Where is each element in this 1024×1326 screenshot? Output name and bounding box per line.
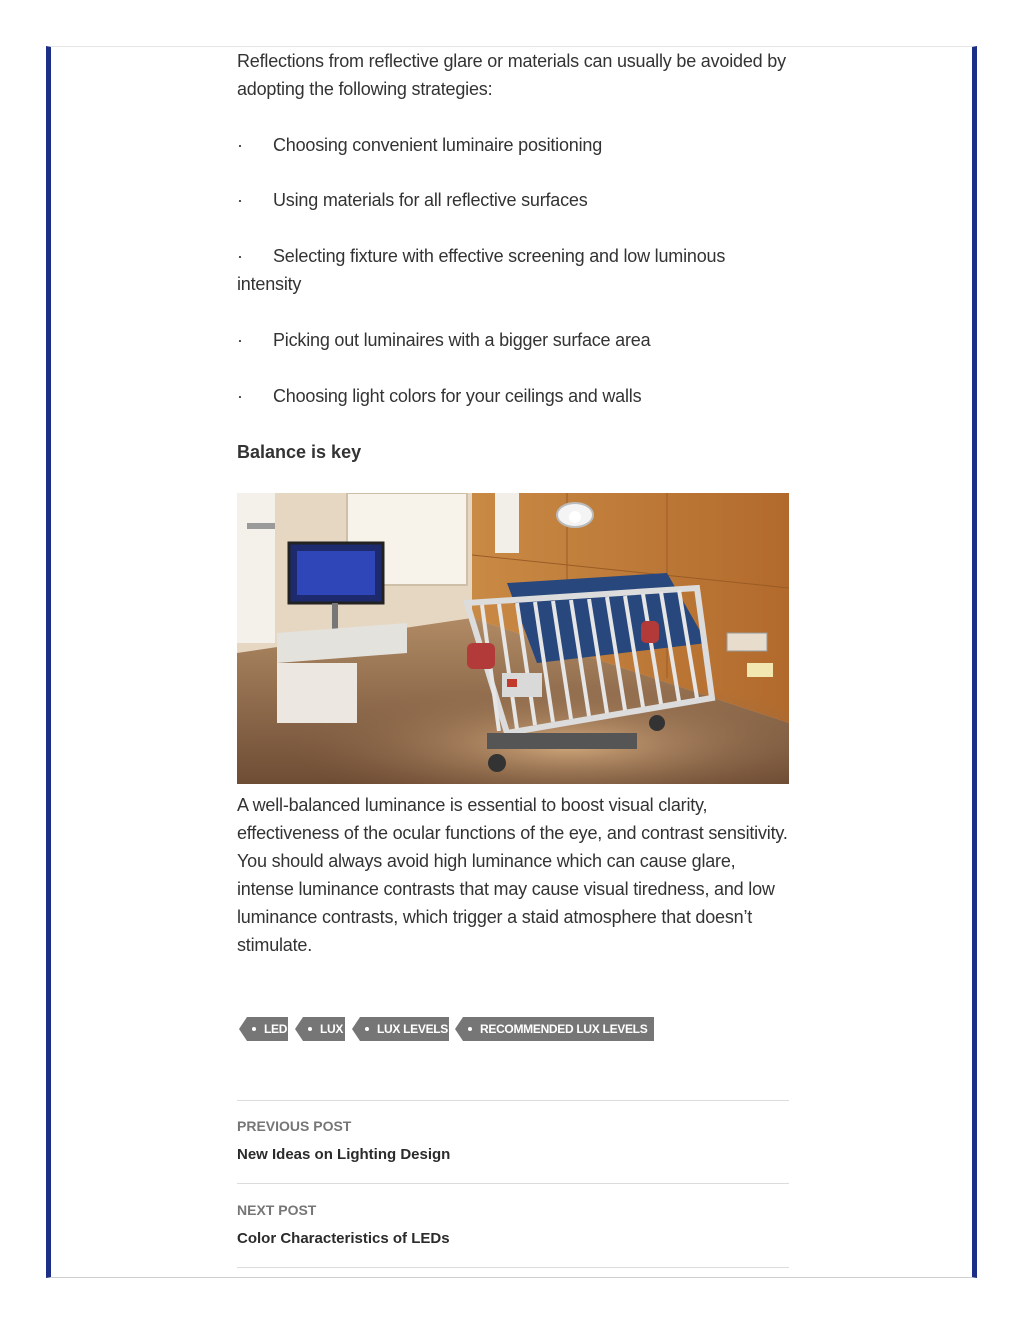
bullet-item (237, 382, 789, 410)
next-post-label: NEXT POST (237, 1202, 317, 1218)
tag-link-lux-levels[interactable]: LUX LEVELS (360, 1017, 449, 1041)
bullet-item (237, 326, 789, 354)
divider (237, 1183, 789, 1184)
bullet-text: Picking out luminaires with a bigger surface area (273, 330, 651, 350)
bullet-text: Using materials for all reflective surfaces (273, 190, 588, 210)
intro-paragraph: Reflections from reflective glare or materials can usually be avoided by adopting the following strategies: (237, 51, 786, 99)
tag-link-led[interactable]: LED (247, 1017, 288, 1041)
tag-link-recommended-lux-levels[interactable]: RECOMMENDED LUX LEVELS (463, 1017, 654, 1041)
divider (237, 1100, 789, 1101)
hospital-crib-photo (237, 493, 789, 784)
bullet-dot: · (237, 135, 243, 155)
bullet-item (237, 131, 789, 159)
bullet-dot: · (237, 190, 243, 210)
bullet-dot: · (237, 330, 243, 350)
previous-post-label: PREVIOUS POST (237, 1118, 352, 1134)
bullet-dot: · (237, 386, 243, 406)
tag-link-lux[interactable]: LUX (303, 1017, 345, 1041)
section-heading: Balance is key (237, 442, 362, 462)
divider (237, 1267, 789, 1268)
previous-post-link[interactable]: New Ideas on Lighting Design (237, 1146, 451, 1163)
body-paragraph: A well-balanced luminance is essential to boost visual clarity, effectiveness of the ocular functions of the eye, and contrast sensitivity. You should always avoid high luminance which can cause glare, intense luminance contrasts that may cause visual tiredness, and low luminance contrasts, which trigger a staid atmosphere that doesn’t stimulate. (237, 795, 788, 955)
bullet-text: Choosing light colors for your ceilings and walls (273, 386, 642, 406)
bullet-item (237, 186, 789, 214)
bullet-dot: · (237, 246, 243, 266)
next-post-link[interactable]: Color Characteristics of LEDs (237, 1230, 450, 1247)
bullet-text: Choosing convenient luminaire positioning (273, 135, 603, 155)
bullet-text: Selecting fixture with effective screening and low luminous intensity (237, 246, 726, 294)
bullet-item (237, 242, 789, 298)
